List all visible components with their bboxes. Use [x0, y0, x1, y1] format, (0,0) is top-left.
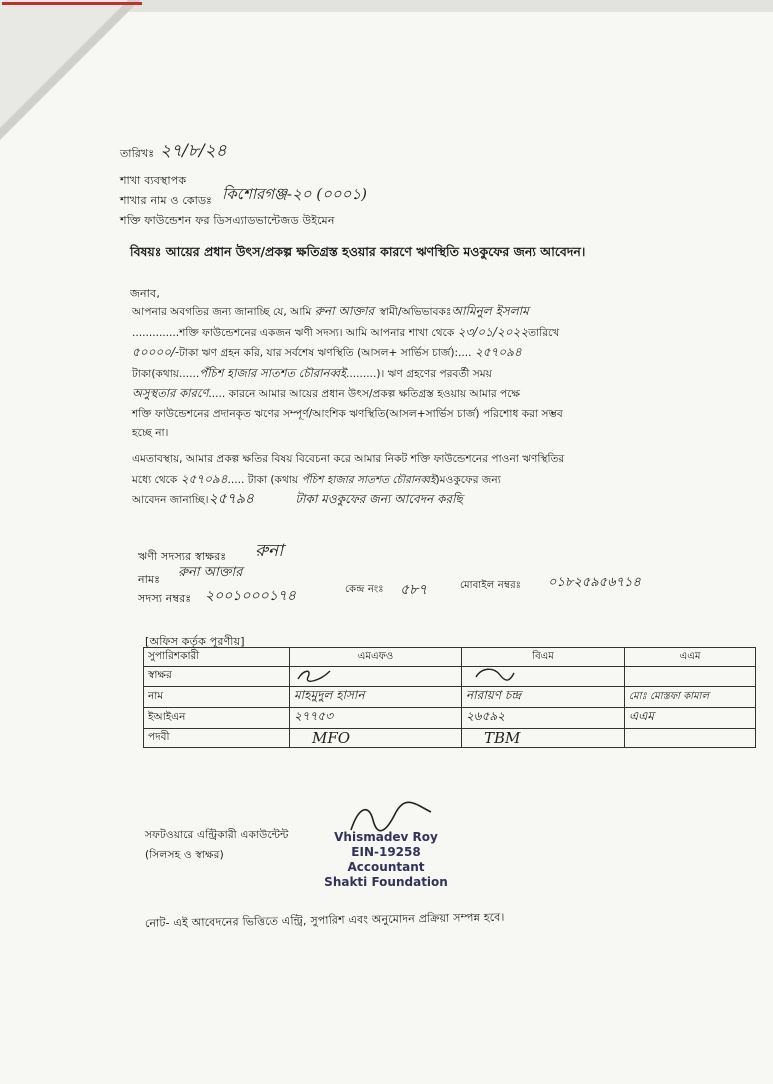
- table-row: [144, 708, 756, 729]
- subject-line: বিষয়ঃ আয়ের প্রধান উৎস/প্রকল্প ক্ষতিগ্রস্ত হওয়ার কারণে ঋণস্থিতি মওকুফের জন্য আবেদন।: [130, 244, 586, 259]
- column-header: বিএম: [462, 648, 625, 667]
- organization-name: শক্তি ফাউন্ডেশন ফর ডিসএ্যাডভান্টেজড উইমেন: [120, 214, 335, 227]
- bm-name: নারায়ণ চন্দ্র: [462, 687, 625, 708]
- stamp-ein: EIN-19258: [351, 845, 421, 859]
- column-header: এএম: [625, 648, 756, 667]
- p1-line-2: ..............শক্তি ফাউন্ডেশনের একজন ঋণী সদস্য। আমি আপনার শাখা থেকে ২৩/০১/২০২২তারিখে: [132, 324, 560, 339]
- bm-ein: ২৬৫৯২: [462, 708, 625, 729]
- table-row: [144, 667, 756, 687]
- p2-line-2: মধ্যে থেকে ২৫৭০৯৪..... টাকা (কথায় পঁচিশ হাজার সাতশত চৌরানব্বই)মওকুফের জন্য: [132, 471, 501, 486]
- p1-line-6: শক্তি ফাউন্ডেশনের প্রদানকৃত ঋণের সম্পূর্ণ/আংশিক ঋণস্থিতি(আসল+সার্ভিস চার্জ) পরিশোধ করা সম্ভব: [132, 407, 563, 420]
- paragraph-1: [132, 302, 563, 444]
- mobile-value: ০১৮২৫৯৫৬৭১৪: [548, 575, 641, 590]
- red-mark: [2, 2, 142, 5]
- branch-name-code-value: কিশোরগঞ্জ-২০ (০০০১): [222, 185, 367, 203]
- loan-balance-hw: ২৫৭০৯৪: [474, 345, 522, 359]
- folded-corner-inner: [0, 0, 128, 128]
- stamp-title: Accountant: [347, 860, 425, 874]
- am-signature-cell: [625, 667, 756, 687]
- center-label: কেন্দ্র নংঃ: [345, 584, 384, 595]
- date-label: তারিখঃ: [120, 147, 155, 160]
- am-title: [625, 729, 756, 748]
- p1-line-1: আপনার অবগতির জন্য জানাচ্ছি যে, আমি রুনা আক্তার স্বামী/অভিভাবকঃআমিনুল ইসলাম: [132, 304, 529, 318]
- mfo-signature-cell: [290, 667, 462, 687]
- bm-title: TBM: [462, 729, 625, 748]
- stamp-name: Vhismadev Roy: [334, 830, 438, 844]
- waiver-words-hw: পঁচিশ হাজার সাতশত চৌরানব্বই: [301, 473, 436, 486]
- p2-line-3: আবেদন জানাচ্ছি।২৫৭৯৪ টাকা মওকুফের জন্য আবেদন করছি: [132, 491, 463, 507]
- column-header: এমএফও: [290, 648, 462, 667]
- mfo-name: মাহমুদুল হাসান: [290, 687, 462, 708]
- p2-line-1: এমতাবস্থায়, আমার প্রকল্প ক্ষতির বিষয় বিবেচনা করে আমার নিকট শক্তি ফাউন্ডেশনের পাওনা ঋণস্থিতির: [132, 453, 565, 465]
- mfo-signature: [294, 667, 334, 683]
- table-row: [144, 729, 756, 748]
- p1-line-4: টাকা(কথায়......পঁচিশ হাজার সাতশত চৌরানব্বই.........)। ঋণ গ্রহণের পরবর্তী সময়: [132, 365, 492, 380]
- bm-signature: [466, 667, 516, 683]
- row-label: ইআইএন: [144, 708, 290, 729]
- office-heading: [অফিস কর্তৃক পূরণীয়]: [145, 635, 245, 648]
- table-row: [144, 648, 756, 667]
- loan-date-hw: ২৩/০১/২০২২: [457, 324, 529, 339]
- salutation: জনাব,: [130, 287, 161, 300]
- member-name-hw: রুনা আক্তার: [314, 304, 375, 318]
- footer-note: নোট- এই আবেদনের ভিত্তিতে এন্ট্রি, সুপারিশ এবং অনুমোদন প্রক্রিয়া সম্পন্ন হবে।: [144, 910, 505, 930]
- mfo-title: MFO: [290, 729, 462, 748]
- row-label: নাম: [144, 687, 290, 708]
- center-value: ৫৮৭: [400, 582, 428, 598]
- p1-line-5: অসুস্থতার কারণে..... কারনে আমার আয়ের প্রধান উৎস/প্রকল্প ক্ষতিগ্রস্ত হওয়ায় আমার পক্ষে: [132, 386, 521, 400]
- p1-line-3: ৫০০০০/-টাকা ঋণ গ্রহন করি, যার সর্বশেষ ঋণস্থিতি (আসল+ সার্ভিস চার্জ):.... ২৫৭০৯৪: [132, 345, 522, 359]
- branch-name-code-label: শাখার নাম ও কোডঃ: [120, 194, 213, 207]
- member-name: রুনা আক্তার: [178, 565, 243, 580]
- paragraph-2: [132, 450, 564, 511]
- row-label: স্বাক্ষর: [144, 667, 290, 687]
- balance-in-words-hw: পঁচিশ হাজার সাতশত চৌরানব্বই: [199, 365, 347, 380]
- mobile-label: মোবাইল নম্বরঃ: [460, 580, 522, 591]
- am-name: মোঃ মোস্তফা কামাল: [625, 687, 756, 708]
- waiver-amount-hw-2: ২৫৭৯৪: [208, 491, 255, 507]
- bm-signature-cell: [462, 667, 625, 687]
- p1-line-7: হচ্ছে না।: [132, 427, 169, 439]
- date-value: ২৭/৮/২৪: [160, 141, 227, 161]
- signature-label: ঋণী সদস্যর স্বাক্ষরঃ: [138, 550, 227, 563]
- accountant-stamp: [316, 830, 456, 890]
- am-ein: এএম: [625, 708, 756, 729]
- row-label: সুপারিশকারী: [144, 648, 290, 667]
- name-label: নামঃ: [138, 573, 161, 586]
- mfo-ein: ২৭৭৫৩: [290, 708, 462, 729]
- row-label: পদবী: [144, 729, 290, 748]
- office-table: [143, 647, 756, 748]
- loan-amount-hw: ৫০০০০/-: [132, 345, 180, 359]
- waiver-note-hw: টাকা মওকুফের জন্য আবেদন করছি: [295, 492, 463, 506]
- guardian-name-hw: আমিনুল ইসলাম: [451, 304, 529, 318]
- stamp-org: Shakti Foundation: [324, 875, 448, 889]
- table-row: [144, 687, 756, 708]
- member-number-label: সদস্য নম্বরঃ: [138, 592, 192, 605]
- reason-hw: অসুস্থতার কারণে: [132, 386, 209, 400]
- member-signature: রুনা: [255, 541, 284, 561]
- accountant-label: সফটওয়ারে এন্ট্রিকারী একাউন্টেন্ট: [145, 829, 289, 841]
- waiver-amount-hw: ২৫৭০৯৪: [180, 471, 228, 486]
- branch-manager: শাখা ব্যবস্থাপক: [120, 174, 187, 187]
- accountant-seal-label: (সিলসহ ও স্বাক্ষর): [145, 849, 224, 861]
- member-number-value: ২০০১০০০১৭৪: [205, 588, 296, 604]
